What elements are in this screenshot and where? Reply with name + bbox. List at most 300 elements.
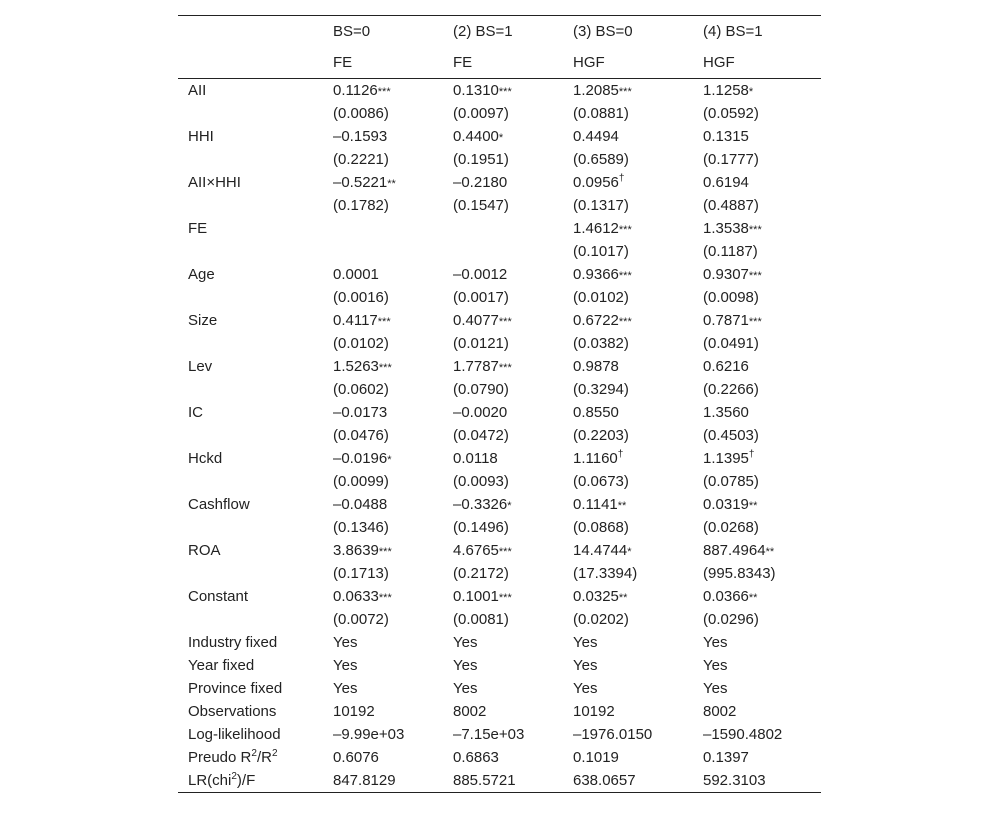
- row-label-text: HHI: [188, 128, 214, 145]
- cell-value: 0.6216: [703, 358, 749, 375]
- table-cell: [563, 493, 693, 516]
- table-cell: [443, 148, 563, 171]
- header-corner: [178, 16, 323, 48]
- row-label-text: Age: [188, 266, 215, 283]
- cell-value: –0.2180: [453, 174, 508, 191]
- row-label-text: LR(chi: [188, 772, 232, 789]
- cell-value: (0.1496): [453, 519, 509, 536]
- table-cell: [693, 79, 821, 103]
- cell-value: 0.9307: [703, 266, 749, 283]
- table-cell: [693, 746, 821, 769]
- table-row: [178, 286, 821, 309]
- table-cell: [443, 424, 563, 447]
- significance-stars: ***: [498, 362, 512, 374]
- cell-value: (0.0086): [333, 105, 389, 122]
- header-method-1: FE: [323, 47, 443, 79]
- row-label: [178, 401, 323, 424]
- table-cell: [323, 309, 443, 332]
- table-cell: [443, 263, 563, 286]
- cell-value: (0.0592): [703, 105, 759, 122]
- table-cell: [693, 470, 821, 493]
- cell-value: 0.1126: [333, 82, 378, 99]
- cell-value: –0.1593: [333, 128, 388, 145]
- table-cell: [323, 332, 443, 355]
- row-label: [178, 309, 323, 332]
- cell-value: 8002: [453, 703, 487, 720]
- cell-value: (0.4503): [703, 427, 759, 444]
- cell-value: 0.4494: [573, 128, 619, 145]
- row-label-text: Log-likelihood: [188, 726, 281, 743]
- cell-value: (0.2203): [573, 427, 629, 444]
- significance-stars: **: [617, 500, 627, 512]
- row-label: [178, 240, 323, 263]
- table-cell: [323, 447, 443, 470]
- table-cell: [443, 700, 563, 723]
- table-cell: [693, 585, 821, 608]
- cell-value: (0.1017): [573, 243, 629, 260]
- cell-value: 0.0325: [573, 588, 619, 605]
- cell-value: –0.3326: [453, 496, 508, 513]
- table-cell: [323, 493, 443, 516]
- cell-value: (0.0790): [453, 381, 509, 398]
- table-row: [178, 677, 821, 700]
- header-col-3: (3) BS=0: [563, 16, 693, 48]
- cell-value: 0.1001: [453, 588, 499, 605]
- significance-stars: **: [765, 546, 775, 558]
- table-cell: [443, 286, 563, 309]
- row-label: [178, 493, 323, 516]
- table-cell: [443, 240, 563, 263]
- table-cell: [693, 700, 821, 723]
- header-row-method: [178, 47, 821, 79]
- cell-value: Yes: [573, 657, 598, 674]
- table-row: [178, 769, 821, 793]
- cell-value: (0.1187): [703, 243, 758, 260]
- cell-value: (0.1713): [333, 565, 389, 582]
- row-label: [178, 677, 323, 700]
- row-label-text: FE: [188, 220, 208, 237]
- cell-value: (0.0476): [333, 427, 389, 444]
- cell-value: (0.0072): [333, 611, 389, 628]
- cell-value: 0.1019: [573, 749, 619, 766]
- row-label-tail: )/F: [236, 772, 256, 789]
- table-cell: [323, 102, 443, 125]
- table-cell: [693, 378, 821, 401]
- table-row: [178, 746, 821, 769]
- cell-value: –9.99e+03: [333, 726, 405, 743]
- table-cell: [443, 608, 563, 631]
- row-label-text: Cashflow: [188, 496, 250, 513]
- cell-value: 0.8550: [573, 404, 619, 421]
- cell-value: 0.0001: [333, 266, 379, 283]
- table-row: [178, 631, 821, 654]
- table-cell: [693, 723, 821, 746]
- table-cell: [443, 516, 563, 539]
- significance-stars: **: [618, 592, 628, 604]
- table-row: [178, 493, 821, 516]
- row-label-text: IC: [188, 404, 203, 421]
- row-label: [178, 194, 323, 217]
- table-cell: [443, 723, 563, 746]
- cell-value: (17.3394): [573, 565, 638, 582]
- table-cell: [693, 125, 821, 148]
- table-row: [178, 654, 821, 677]
- row-label: [178, 769, 323, 793]
- row-label: [178, 447, 323, 470]
- table-body: [178, 79, 821, 793]
- cell-value: 0.0633: [333, 588, 379, 605]
- cell-value: (0.0202): [573, 611, 629, 628]
- table-cell: [443, 631, 563, 654]
- row-label: [178, 654, 323, 677]
- table-cell: [443, 332, 563, 355]
- cell-value: (0.0093): [453, 473, 509, 490]
- cell-value: (0.2172): [453, 565, 509, 582]
- row-label-text: AII: [188, 82, 207, 99]
- row-label-superscript: 2: [231, 771, 237, 782]
- row-label: [178, 217, 323, 240]
- table-cell: [323, 171, 443, 194]
- row-label-text: Year fixed: [188, 657, 255, 674]
- cell-value: 1.1160: [573, 450, 618, 467]
- table-cell: [563, 378, 693, 401]
- significance-stars: *: [627, 546, 632, 558]
- cell-value: 0.1141: [573, 496, 618, 513]
- significance-stars: ***: [748, 224, 762, 236]
- cell-value: (0.0881): [573, 105, 629, 122]
- table-cell: [323, 769, 443, 793]
- table-cell: [323, 79, 443, 103]
- table-cell: [443, 102, 563, 125]
- cell-value: 0.4117: [333, 312, 378, 329]
- row-label-text: ROA: [188, 542, 221, 559]
- cell-value: (0.0868): [573, 519, 629, 536]
- table-cell: [323, 401, 443, 424]
- cell-value: 0.0118: [453, 450, 498, 467]
- cell-value: 10192: [333, 703, 375, 720]
- significance-stars: ***: [618, 224, 632, 236]
- row-label: [178, 585, 323, 608]
- row-label: [178, 102, 323, 125]
- table-cell: [693, 263, 821, 286]
- table-cell: [563, 79, 693, 103]
- table-cell: [693, 401, 821, 424]
- cell-value: –7.15e+03: [453, 726, 525, 743]
- table-row: [178, 516, 821, 539]
- cell-value: (0.0472): [453, 427, 509, 444]
- table-cell: [693, 355, 821, 378]
- table-row: [178, 700, 821, 723]
- table-cell: [563, 769, 693, 793]
- table-cell: [563, 723, 693, 746]
- table-cell: [323, 286, 443, 309]
- table-cell: [443, 539, 563, 562]
- row-label: [178, 562, 323, 585]
- cell-value: (0.1782): [333, 197, 389, 214]
- cell-value: 3.8639: [333, 542, 379, 559]
- cell-value: 14.4744: [573, 542, 628, 559]
- table-cell: [563, 217, 693, 240]
- table-cell: [563, 194, 693, 217]
- table-cell: [563, 332, 693, 355]
- significance-stars: ***: [378, 592, 392, 604]
- table-row: [178, 723, 821, 746]
- table-cell: [323, 355, 443, 378]
- table-cell: [563, 516, 693, 539]
- table-cell: [443, 677, 563, 700]
- table-cell: [443, 171, 563, 194]
- cell-value: 0.4077: [453, 312, 499, 329]
- row-label: [178, 746, 323, 769]
- table-row: [178, 263, 821, 286]
- row-label-text: Lev: [188, 358, 213, 375]
- cell-value: (0.1547): [453, 197, 509, 214]
- significance-stars: **: [748, 500, 758, 512]
- table-cell: [563, 148, 693, 171]
- table-cell: [323, 746, 443, 769]
- cell-value: 8002: [703, 703, 737, 720]
- table-cell: [693, 194, 821, 217]
- cell-value: 0.0319: [703, 496, 749, 513]
- cell-value: –1590.4802: [703, 726, 783, 743]
- table-row: [178, 309, 821, 332]
- cell-value: (0.0099): [333, 473, 389, 490]
- cell-value: Yes: [573, 680, 598, 697]
- table-cell: [563, 631, 693, 654]
- cell-value: 0.9366: [573, 266, 619, 283]
- cell-value: 1.7787: [453, 358, 499, 375]
- significance-dagger: †: [617, 449, 624, 460]
- row-label: [178, 263, 323, 286]
- table-row: [178, 562, 821, 585]
- significance-stars: ***: [498, 592, 512, 604]
- table-row: [178, 194, 821, 217]
- table-cell: [443, 194, 563, 217]
- table-cell: [693, 309, 821, 332]
- table-cell: [693, 424, 821, 447]
- table-cell: [323, 585, 443, 608]
- table-cell: [443, 79, 563, 103]
- row-label-text: Constant: [188, 588, 249, 605]
- cell-value: (0.0491): [703, 335, 759, 352]
- table-cell: [693, 608, 821, 631]
- cell-value: –0.0488: [333, 496, 388, 513]
- cell-value: 0.4400: [453, 128, 499, 145]
- table-cell: [693, 148, 821, 171]
- table-cell: [563, 102, 693, 125]
- table-cell: [693, 539, 821, 562]
- row-label: [178, 424, 323, 447]
- row-label: [178, 79, 323, 103]
- significance-stars: ***: [377, 86, 391, 98]
- cell-value: (0.0121): [453, 335, 509, 352]
- cell-value: Yes: [333, 634, 358, 651]
- cell-value: 0.6194: [703, 174, 749, 191]
- table-cell: [443, 378, 563, 401]
- cell-value: –0.5221: [333, 174, 388, 191]
- significance-stars: ***: [498, 86, 512, 98]
- table-cell: [693, 171, 821, 194]
- cell-value: (0.2221): [333, 151, 389, 168]
- table-cell: [563, 401, 693, 424]
- cell-value: (995.8343): [703, 565, 776, 582]
- table-cell: [443, 585, 563, 608]
- cell-value: 885.5721: [453, 772, 516, 789]
- table-cell: [443, 447, 563, 470]
- row-label-tail: /R: [256, 749, 272, 766]
- row-label-superscript: 2: [251, 748, 257, 759]
- table-cell: [693, 631, 821, 654]
- significance-stars: ***: [618, 86, 632, 98]
- table-cell: [323, 217, 443, 240]
- significance-stars: ***: [618, 316, 632, 328]
- header-row-model: [178, 16, 821, 48]
- significance-stars: *: [748, 86, 754, 98]
- significance-stars: *: [507, 500, 512, 512]
- table-cell: [563, 171, 693, 194]
- table-cell: [563, 585, 693, 608]
- row-label: [178, 171, 323, 194]
- cell-value: 0.9878: [573, 358, 619, 375]
- table-cell: [323, 539, 443, 562]
- table-cell: [693, 332, 821, 355]
- table-cell: [323, 516, 443, 539]
- row-label: [178, 148, 323, 171]
- row-label: [178, 355, 323, 378]
- table-cell: [323, 470, 443, 493]
- table-cell: [323, 723, 443, 746]
- table-cell: [693, 102, 821, 125]
- table-cell: [443, 309, 563, 332]
- cell-value: Yes: [703, 634, 728, 651]
- cell-value: –0.0012: [453, 266, 508, 283]
- table-cell: [323, 631, 443, 654]
- cell-value: Yes: [703, 657, 728, 674]
- cell-value: (0.3294): [573, 381, 629, 398]
- table-row: [178, 332, 821, 355]
- cell-value: 0.6076: [333, 749, 379, 766]
- significance-stars: ***: [498, 546, 512, 558]
- table-cell: [563, 562, 693, 585]
- table-row: [178, 608, 821, 631]
- table-cell: [323, 700, 443, 723]
- table-cell: [443, 562, 563, 585]
- table-row: [178, 217, 821, 240]
- table-cell: [693, 447, 821, 470]
- table-cell: [563, 700, 693, 723]
- table-row: [178, 102, 821, 125]
- table-cell: [323, 608, 443, 631]
- cell-value: 0.1315: [703, 128, 749, 145]
- cell-value: (0.4887): [703, 197, 759, 214]
- row-label-text: Industry fixed: [188, 634, 278, 651]
- row-label: [178, 723, 323, 746]
- significance-dagger: †: [748, 449, 755, 460]
- cell-value: (0.0097): [453, 105, 509, 122]
- cell-value: 1.2085: [573, 82, 619, 99]
- row-label: [178, 286, 323, 309]
- regression-table: [178, 15, 821, 793]
- cell-value: (0.0098): [703, 289, 759, 306]
- cell-value: Yes: [703, 680, 728, 697]
- cell-value: (0.1777): [703, 151, 759, 168]
- table-cell: [323, 125, 443, 148]
- table-cell: [323, 194, 443, 217]
- table-row: [178, 424, 821, 447]
- table-cell: [443, 654, 563, 677]
- significance-stars: ***: [377, 316, 391, 328]
- table-cell: [693, 240, 821, 263]
- significance-stars: ***: [748, 316, 762, 328]
- cell-value: Yes: [333, 680, 358, 697]
- cell-value: 0.0366: [703, 588, 749, 605]
- cell-value: (0.0102): [573, 289, 629, 306]
- table-cell: [563, 746, 693, 769]
- cell-value: 638.0657: [573, 772, 636, 789]
- table-cell: [323, 424, 443, 447]
- cell-value: (0.0673): [573, 473, 629, 490]
- table-header: [178, 16, 821, 79]
- cell-value: –0.0173: [333, 404, 388, 421]
- table-cell: [693, 286, 821, 309]
- cell-value: (0.0016): [333, 289, 389, 306]
- cell-value: Yes: [573, 634, 598, 651]
- significance-dagger: †: [618, 173, 625, 184]
- cell-value: 1.4612: [573, 220, 619, 237]
- table-cell: [693, 654, 821, 677]
- cell-value: (0.0081): [453, 611, 509, 628]
- table-row: [178, 401, 821, 424]
- table-row: [178, 125, 821, 148]
- row-label-text: Hckd: [188, 450, 223, 467]
- row-label: [178, 332, 323, 355]
- cell-value: 1.5263: [333, 358, 379, 375]
- table-row: [178, 539, 821, 562]
- table-cell: [563, 539, 693, 562]
- cell-value: (0.1346): [333, 519, 389, 536]
- header-method-4: HGF: [693, 47, 821, 79]
- table-cell: [323, 263, 443, 286]
- table-cell: [563, 286, 693, 309]
- table-cell: [443, 401, 563, 424]
- cell-value: (0.6589): [573, 151, 629, 168]
- table-cell: [563, 447, 693, 470]
- cell-value: 847.8129: [333, 772, 396, 789]
- cell-value: Yes: [453, 657, 478, 674]
- table-cell: [693, 516, 821, 539]
- cell-value: 887.4964: [703, 542, 766, 559]
- header-col-1: BS=0: [323, 16, 443, 48]
- cell-value: 0.0956: [573, 174, 619, 191]
- significance-stars: *: [498, 132, 504, 144]
- table-cell: [443, 470, 563, 493]
- table-cell: [563, 677, 693, 700]
- cell-value: 0.6722: [573, 312, 619, 329]
- cell-value: 10192: [573, 703, 615, 720]
- table-row: [178, 171, 821, 194]
- cell-value: (0.2266): [703, 381, 759, 398]
- cell-value: 1.3538: [703, 220, 749, 237]
- cell-value: Yes: [333, 657, 358, 674]
- row-label: [178, 631, 323, 654]
- significance-stars: ***: [618, 270, 632, 282]
- header-method-3: HGF: [563, 47, 693, 79]
- table-cell: [323, 240, 443, 263]
- row-label-text: AII×HHI: [188, 174, 241, 191]
- table-cell: [693, 217, 821, 240]
- row-label: [178, 378, 323, 401]
- table-cell: [443, 493, 563, 516]
